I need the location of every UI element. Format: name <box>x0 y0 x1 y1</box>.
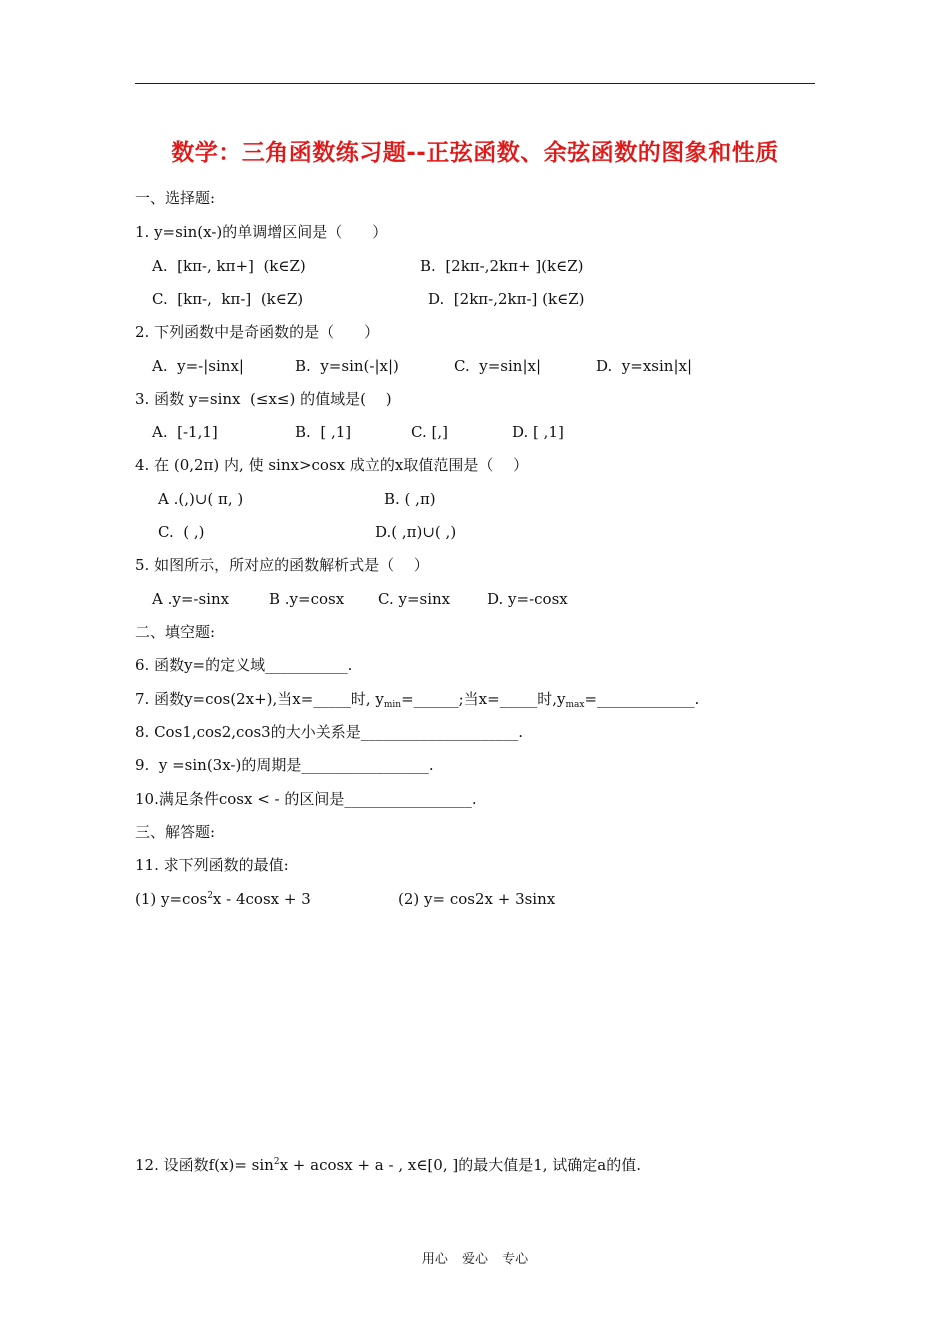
section-solve-heading: 三、解答题: <box>135 823 216 841</box>
question-2-option-a: A. y=-|sinx| <box>152 357 244 375</box>
question-7 <box>135 689 699 712</box>
question-4-option-d: D.( ,π)∪( ,) <box>375 523 457 541</box>
question-2-option-c: C. y=sin|x| <box>454 357 542 375</box>
section-choice-heading: 一、选择题: <box>135 189 216 207</box>
question-1-stem: 1. y=sin(x-)的单调增区间是（ ） <box>135 223 388 241</box>
question-11-part-1 <box>135 889 311 912</box>
question-7-part-c: =_____________. <box>584 690 700 708</box>
question-12-superscript: 2 <box>273 1157 280 1167</box>
question-11-superscript: 2 <box>207 891 213 901</box>
question-4-stem: 4. 在 (0,2π) 内, 使 sinx>cosx 成立的x取值范围是（ ） <box>135 456 529 474</box>
question-4-option-c: C. ( ,) <box>158 523 205 541</box>
question-5-option-a: A .y=-sinx <box>152 590 230 608</box>
question-9: 9. y =sin(3x-)的周期是_________________. <box>135 756 434 774</box>
question-12 <box>135 1155 641 1178</box>
question-7-min-subscript: min <box>383 700 402 710</box>
question-7-part-a: 7. 函数y=cos(2x+),当x=_____时, y <box>135 690 384 708</box>
question-1-option-d: D. [2kπ-,2kπ-] (k∈Z) <box>428 290 585 308</box>
question-5-option-b: B .y=cosx <box>269 590 345 608</box>
question-1-option-c: C. [kπ-, kπ-] (k∈Z) <box>152 290 304 308</box>
question-3-option-d: D. [ ,1] <box>512 423 564 441</box>
question-12-part-b: x + acosx + a - , x∈[0, ]的最大值是1, 试确定a的值. <box>279 1156 642 1174</box>
question-3-stem: 3. 函数 y=sinx (≤x≤) 的值域是( ) <box>135 390 392 408</box>
question-2-option-d: D. y=xsin|x| <box>596 357 693 375</box>
question-12-part-a: 12. 设函数f(x)= sin <box>135 1156 274 1174</box>
section-fill-heading: 二、填空题: <box>135 623 216 641</box>
question-4-option-b: B. ( ,π) <box>384 490 436 508</box>
question-2-stem: 2. 下列函数中是奇函数的是（ ） <box>135 323 380 341</box>
question-11-part-1-a: (1) y=cos <box>135 890 208 908</box>
question-2-option-b: B. y=sin(-|x|) <box>295 357 399 375</box>
page-footer: 用心 爱心 专心 <box>421 1252 529 1267</box>
question-5-option-c: C. y=sinx <box>378 590 451 608</box>
question-5-option-d: D. y=-cosx <box>487 590 568 608</box>
question-3-option-a: A. [-1,1] <box>152 423 218 441</box>
question-3-option-c: C. [,] <box>411 423 448 441</box>
page-title: 数学：三角函数练习题--正弦函数、余弦函数的图象和性质 <box>171 140 779 166</box>
question-11-stem: 11. 求下列函数的最值: <box>135 856 289 874</box>
question-10: 10.满足条件cosx < - 的区间是_________________. <box>135 790 477 808</box>
question-6: 6. 函数y=的定义域___________. <box>135 656 353 674</box>
question-11-part-1-b: x - 4cosx + 3 <box>212 890 311 908</box>
question-7-max-subscript: max <box>565 700 585 710</box>
question-3-option-b: B. [ ,1] <box>295 423 352 441</box>
question-7-part-b: =______;当x=_____时,y <box>401 690 566 708</box>
question-8: 8. Cos1,cos2,cos3的大小关系是_____________________. <box>135 723 523 741</box>
question-5-stem: 5. 如图所示，所对应的函数解析式是（ ） <box>135 556 429 574</box>
question-11-part-2: (2) y= cos2x + 3sinx <box>398 890 556 908</box>
question-4-option-a: A .(,)∪( π, ) <box>158 490 244 508</box>
header-rule <box>135 83 815 84</box>
question-1-option-a: A. [kπ-, kπ+] (k∈Z) <box>152 257 306 275</box>
question-1-option-b: B. [2kπ-,2kπ+ ](k∈Z) <box>420 257 584 275</box>
